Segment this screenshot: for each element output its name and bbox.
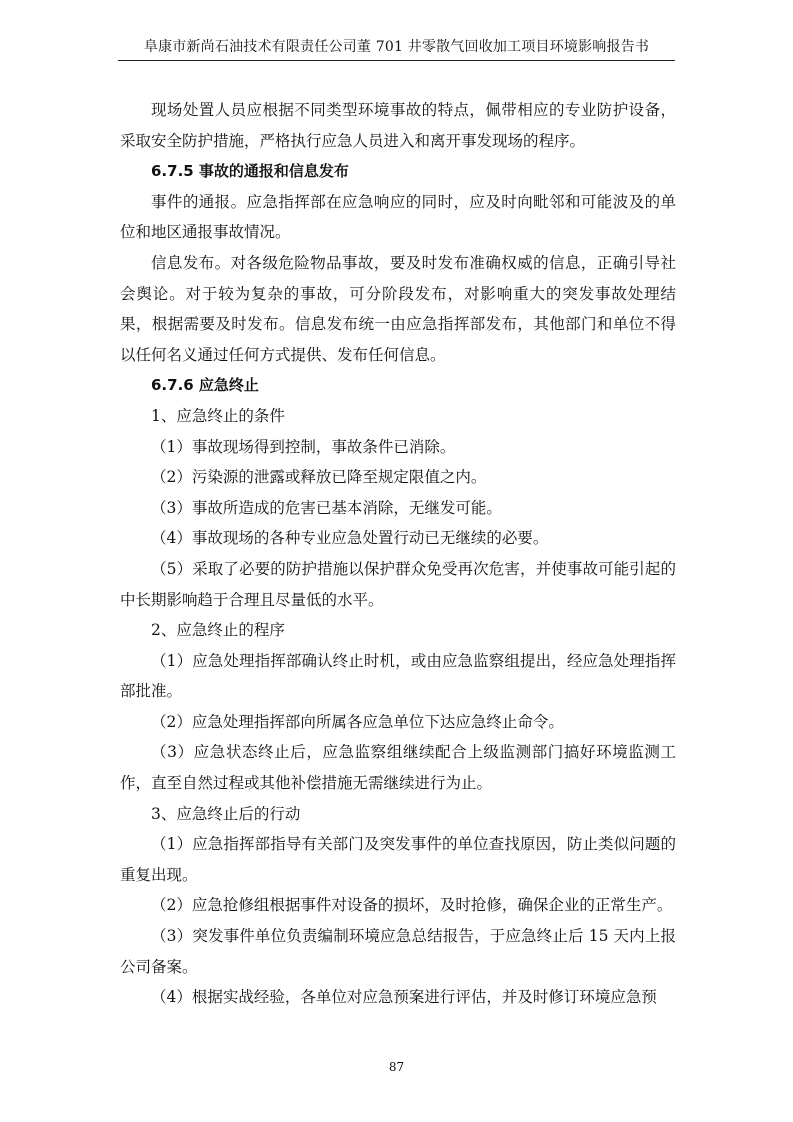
document-body (120, 95, 676, 1013)
section-heading-6-7-5: 6.7.5 事故的通报和信息发布 (151, 162, 349, 181)
header-divider (118, 60, 675, 61)
list-item: （5）采取了必要的防护措施以保护群众免受再次危害，并使事故可能引起的中长期影响趋于合理且尽量低的水平。 (120, 559, 676, 609)
paragraph: 信息发布。对各级危险物品事故，要及时发布准确权威的信息，正确引导社会舆论。对于较为复杂的事故，可分阶段发布，对影响重大的突发事故处理结果，根据需要及时发布。信息发布统一由应急指挥部发布，其他部门和单位不得以任何名义通过任何方式提供、发布任何信息。 (120, 253, 676, 364)
section-heading-6-7-6: 6.7.6 应急终止 (151, 376, 259, 395)
list-item: （4）根据实战经验，各单位对应急预案进行评估，并及时修订环境应急预 (151, 988, 657, 1007)
list-item: （3）事故所造成的危害已基本消除，无继发可能。 (151, 498, 502, 517)
page-header-title: 阜康市新尚石油技术有限责任公司董 701 井零散气回收加工项目环境影响报告书 (143, 39, 650, 55)
paragraph: 事件的通报。应急指挥部在应急响应的同时，应及时向毗邻和可能波及的单位和地区通报事故情况。 (120, 192, 676, 242)
list-item: （2）应急处理指挥部向所属各应急单位下达应急终止命令。 (151, 712, 564, 731)
paragraph: 现场处置人员应根据不同类型环境事故的特点，佩带相应的专业防护设备，采取安全防护措施，严格执行应急人员进入和离开事发现场的程序。 (120, 101, 676, 150)
list-item: （1）应急指挥部指导有关部门及突发事件的单位查找原因，防止类似问题的重复出现。 (120, 835, 676, 884)
list-item: （4）事故现场的各种专业应急处置行动已无继续的必要。 (151, 529, 549, 548)
subsection-title: 3、应急终止后的行动 (151, 804, 301, 823)
list-item: （1）应急处理指挥部确认终止时机，或由应急监察组提出，经应急处理指挥部批准。 (120, 651, 676, 701)
list-item: （1）事故现场得到控制，事故条件已消除。 (151, 437, 456, 456)
page-number: 87 (388, 1060, 405, 1074)
list-item: （3）应急状态终止后，应急监察组继续配合上级监测部门搞好环境监测工作，直至自然过程或其他补偿措施无需继续进行为止。 (120, 743, 676, 793)
list-item: （3）突发事件单位负责编制环境应急总结报告，于应急终止后 15 天内上报公司备案。 (120, 927, 676, 976)
list-item: （2）应急抢修组根据事件对设备的损坏，及时抢修，确保企业的正常生产。 (151, 896, 673, 915)
subsection-title: 2、应急终止的程序 (151, 621, 285, 640)
list-item: （2）污染源的泄露或释放已降至规定限值之内。 (151, 468, 487, 487)
subsection-title: 1、应急终止的条件 (151, 406, 285, 425)
